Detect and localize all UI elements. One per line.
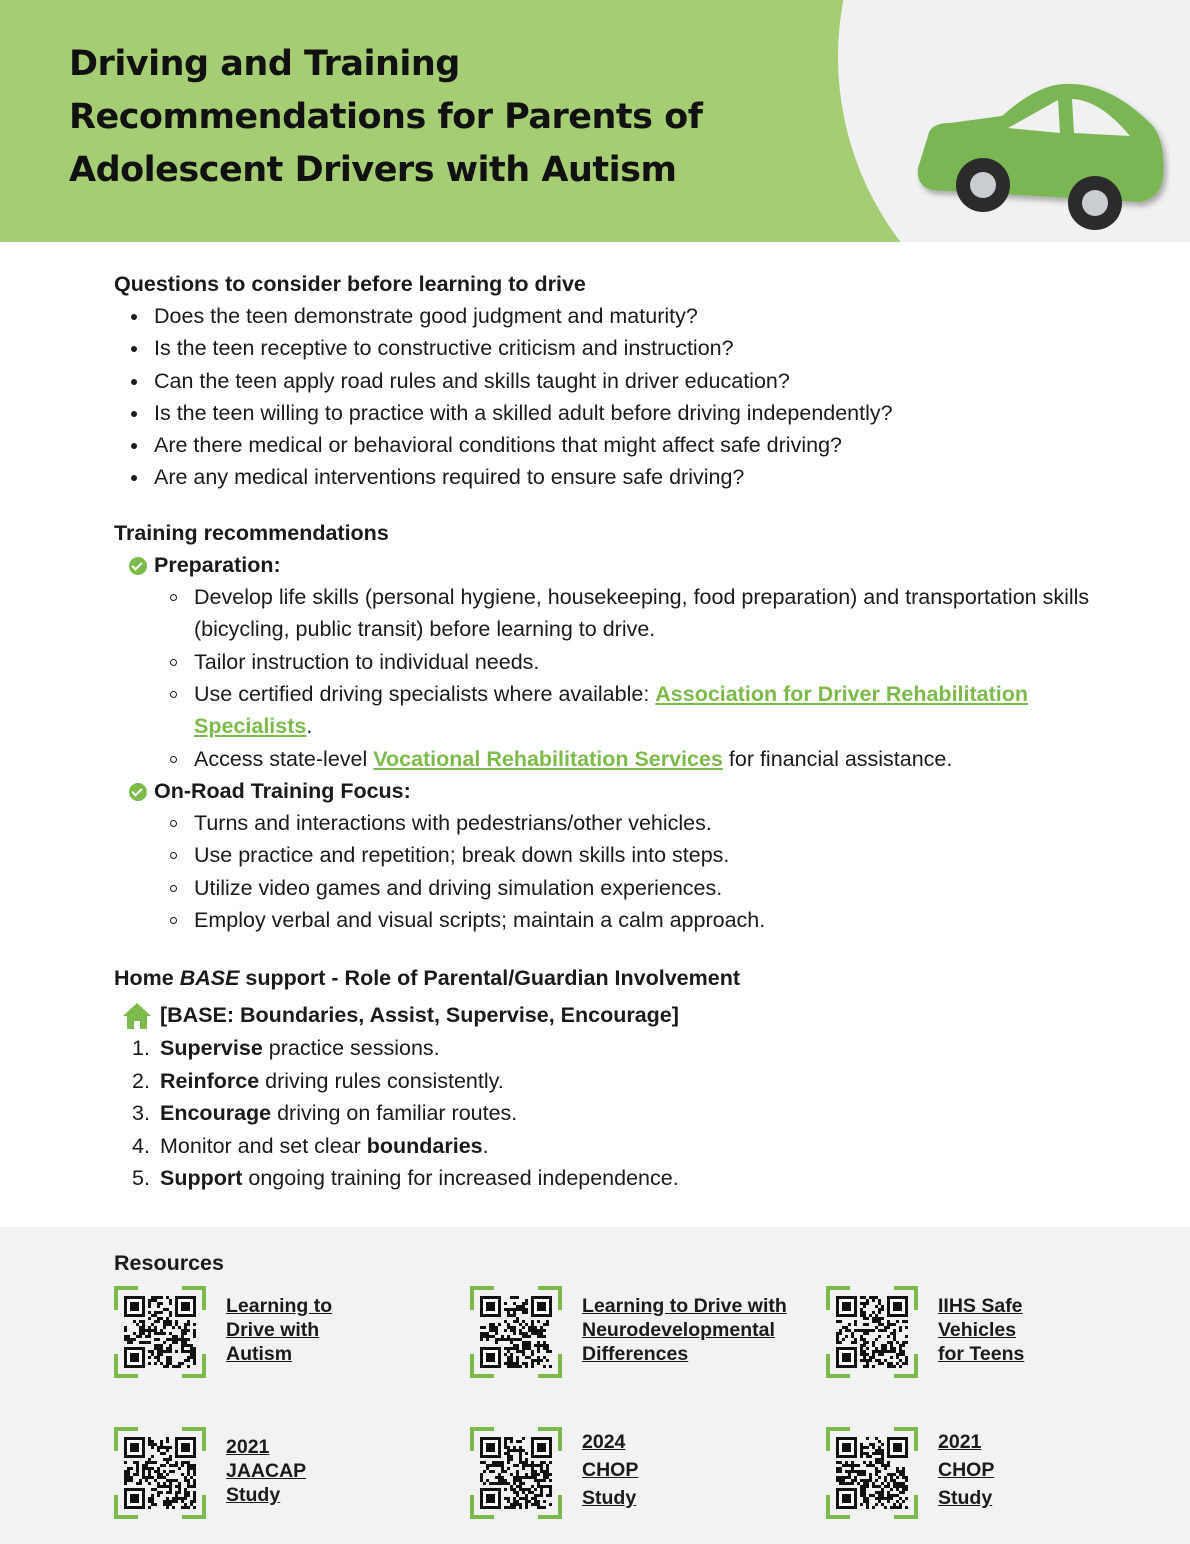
resource-link-line: 2021 — [226, 1436, 270, 1458]
title-line: Driving and Training — [69, 44, 460, 84]
list-item: Utilize video games and driving simulation experiences. — [194, 872, 1114, 904]
resources-heading: Resources — [114, 1251, 224, 1275]
preparation-label: Preparation: — [154, 552, 281, 577]
qr-code-icon[interactable] — [470, 1286, 562, 1378]
resource-link[interactable] — [938, 1294, 1024, 1366]
qr-code-icon[interactable] — [470, 1427, 562, 1519]
item-number: 1. — [132, 1036, 150, 1061]
list-item: Is the teen receptive to constructive criticism and instruction? — [114, 332, 1114, 364]
car-icon — [910, 78, 1170, 238]
list-item: Develop life skills (personal hygiene, housekeeping, food preparation) and transportation skills (bicycling, public transit) before learning to drive. — [194, 581, 1114, 646]
main-content — [114, 268, 1114, 1195]
item-number: 2. — [132, 1068, 150, 1093]
base-list — [114, 1032, 1114, 1195]
resource-link-line: Differences — [582, 1343, 689, 1365]
resource-link-line: Learning to Drive with — [582, 1295, 787, 1317]
resource-link-line: IIHS Safe — [938, 1295, 1023, 1317]
questions-list — [114, 300, 1114, 494]
item-number: 5. — [132, 1166, 150, 1191]
item-keyword: boundaries — [366, 1133, 483, 1158]
list-item: Turns and interactions with pedestrians/other vehicles. — [194, 807, 1114, 839]
title-line: Adolescent Drivers with Autism — [69, 150, 677, 190]
list-item — [114, 1032, 1114, 1065]
resource-link-line: Learning to — [226, 1295, 333, 1317]
item-number: 3. — [132, 1101, 150, 1126]
item-text: ongoing training for increased independence. — [242, 1166, 679, 1191]
resource-link[interactable] — [938, 1428, 994, 1512]
item-text: practice sessions. — [262, 1036, 440, 1061]
resources-section — [0, 1227, 1190, 1544]
list-item: Are any medical interventions required to ensure safe driving? — [114, 461, 1114, 493]
list-item — [114, 1162, 1114, 1195]
list-item: Is the teen willing to practice with a skilled adult before driving independently? — [114, 397, 1114, 429]
list-item — [114, 1097, 1114, 1130]
resource-link-line: 2024 — [582, 1431, 626, 1453]
item-keyword: Reinforce — [160, 1068, 260, 1093]
resource-link-line: JAACAP — [226, 1460, 307, 1482]
check-circle-icon — [129, 557, 147, 575]
resource-link-line: CHOP — [938, 1459, 995, 1481]
resource-link[interactable] — [226, 1435, 306, 1507]
resource-link[interactable] — [582, 1428, 638, 1512]
qr-code-icon[interactable] — [826, 1286, 918, 1378]
home-base-heading — [114, 962, 1114, 994]
resource-link[interactable] — [582, 1294, 787, 1366]
header-band — [0, 0, 1190, 242]
resource-link-line: Neurodevelopmental — [582, 1319, 775, 1341]
resource-link-line: for Teens — [938, 1343, 1025, 1365]
list-item: Does the teen demonstrate good judgment and maturity? — [114, 300, 1114, 332]
item-keyword: Support — [160, 1166, 243, 1191]
list-item — [114, 1065, 1114, 1098]
item-keyword: Encourage — [160, 1101, 272, 1126]
list-item: Tailor instruction to individual needs. — [194, 646, 1114, 678]
home-base-em: BASE — [179, 966, 240, 991]
on-road-list — [114, 807, 1114, 936]
qr-code-icon[interactable] — [114, 1286, 206, 1378]
check-circle-icon — [129, 783, 147, 801]
list-item — [194, 678, 1114, 743]
base-acronym-label: [BASE: Boundaries, Assist, Supervise, Encourage] — [160, 1003, 679, 1028]
list-item: Are there medical or behavioral conditions that might affect safe driving? — [114, 429, 1114, 461]
item-number: 4. — [132, 1133, 150, 1158]
list-item — [114, 1130, 1114, 1163]
resource-link-line: Drive with — [226, 1319, 320, 1341]
list-item: Use practice and repetition; break down skills into steps. — [194, 839, 1114, 871]
resource-link-line: Study — [938, 1487, 993, 1509]
home-base-post: support - Role of Parental/Guardian Involvement — [239, 966, 740, 991]
vocational-rehab-link[interactable]: Vocational Rehabilitation Services — [373, 746, 723, 771]
resource-link-line: Autism — [226, 1343, 293, 1365]
list-item: Can the teen apply road rules and skills taught in driver education? — [114, 365, 1114, 397]
resource-link-line: Study — [226, 1484, 281, 1506]
resource-link-line: Study — [582, 1487, 637, 1509]
on-road-label: On-Road Training Focus: — [154, 778, 411, 803]
specialists-end: . — [306, 714, 313, 739]
title-line: Recommendations for Parents of — [69, 97, 703, 137]
list-item — [194, 743, 1114, 775]
qr-code-icon[interactable] — [114, 1427, 206, 1519]
specialists-text: Use certified driving specialists where available: — [194, 681, 656, 706]
item-text: Monitor and set clear — [160, 1133, 367, 1158]
item-keyword: Supervise — [160, 1036, 263, 1061]
resource-link-line: Vehicles — [938, 1319, 1017, 1341]
training-heading: Training recommendations — [114, 520, 389, 545]
preparation-heading — [114, 549, 1114, 581]
qr-code-icon[interactable] — [826, 1427, 918, 1519]
list-item: Employ verbal and visual scripts; maintain a calm approach. — [194, 904, 1114, 936]
resource-link[interactable] — [226, 1294, 332, 1366]
item-text: . — [482, 1133, 489, 1158]
page-title — [69, 38, 789, 197]
preparation-list — [114, 581, 1114, 775]
vocational-text: Access state-level — [194, 746, 374, 771]
vocational-end: for financial assistance. — [722, 746, 953, 771]
questions-heading: Questions to consider before learning to drive — [114, 272, 586, 296]
home-base-pre: Home — [114, 966, 180, 991]
item-text: driving rules consistently. — [259, 1068, 504, 1093]
house-icon — [122, 1002, 152, 1030]
item-text: driving on familiar routes. — [271, 1101, 518, 1126]
resource-link-line: 2021 — [938, 1431, 982, 1453]
resource-link-line: CHOP — [582, 1459, 639, 1481]
adrs-link[interactable]: Association for Driver Rehabilitation Specialists — [194, 681, 1028, 739]
base-acronym — [114, 998, 1114, 1032]
on-road-heading — [114, 775, 1114, 807]
